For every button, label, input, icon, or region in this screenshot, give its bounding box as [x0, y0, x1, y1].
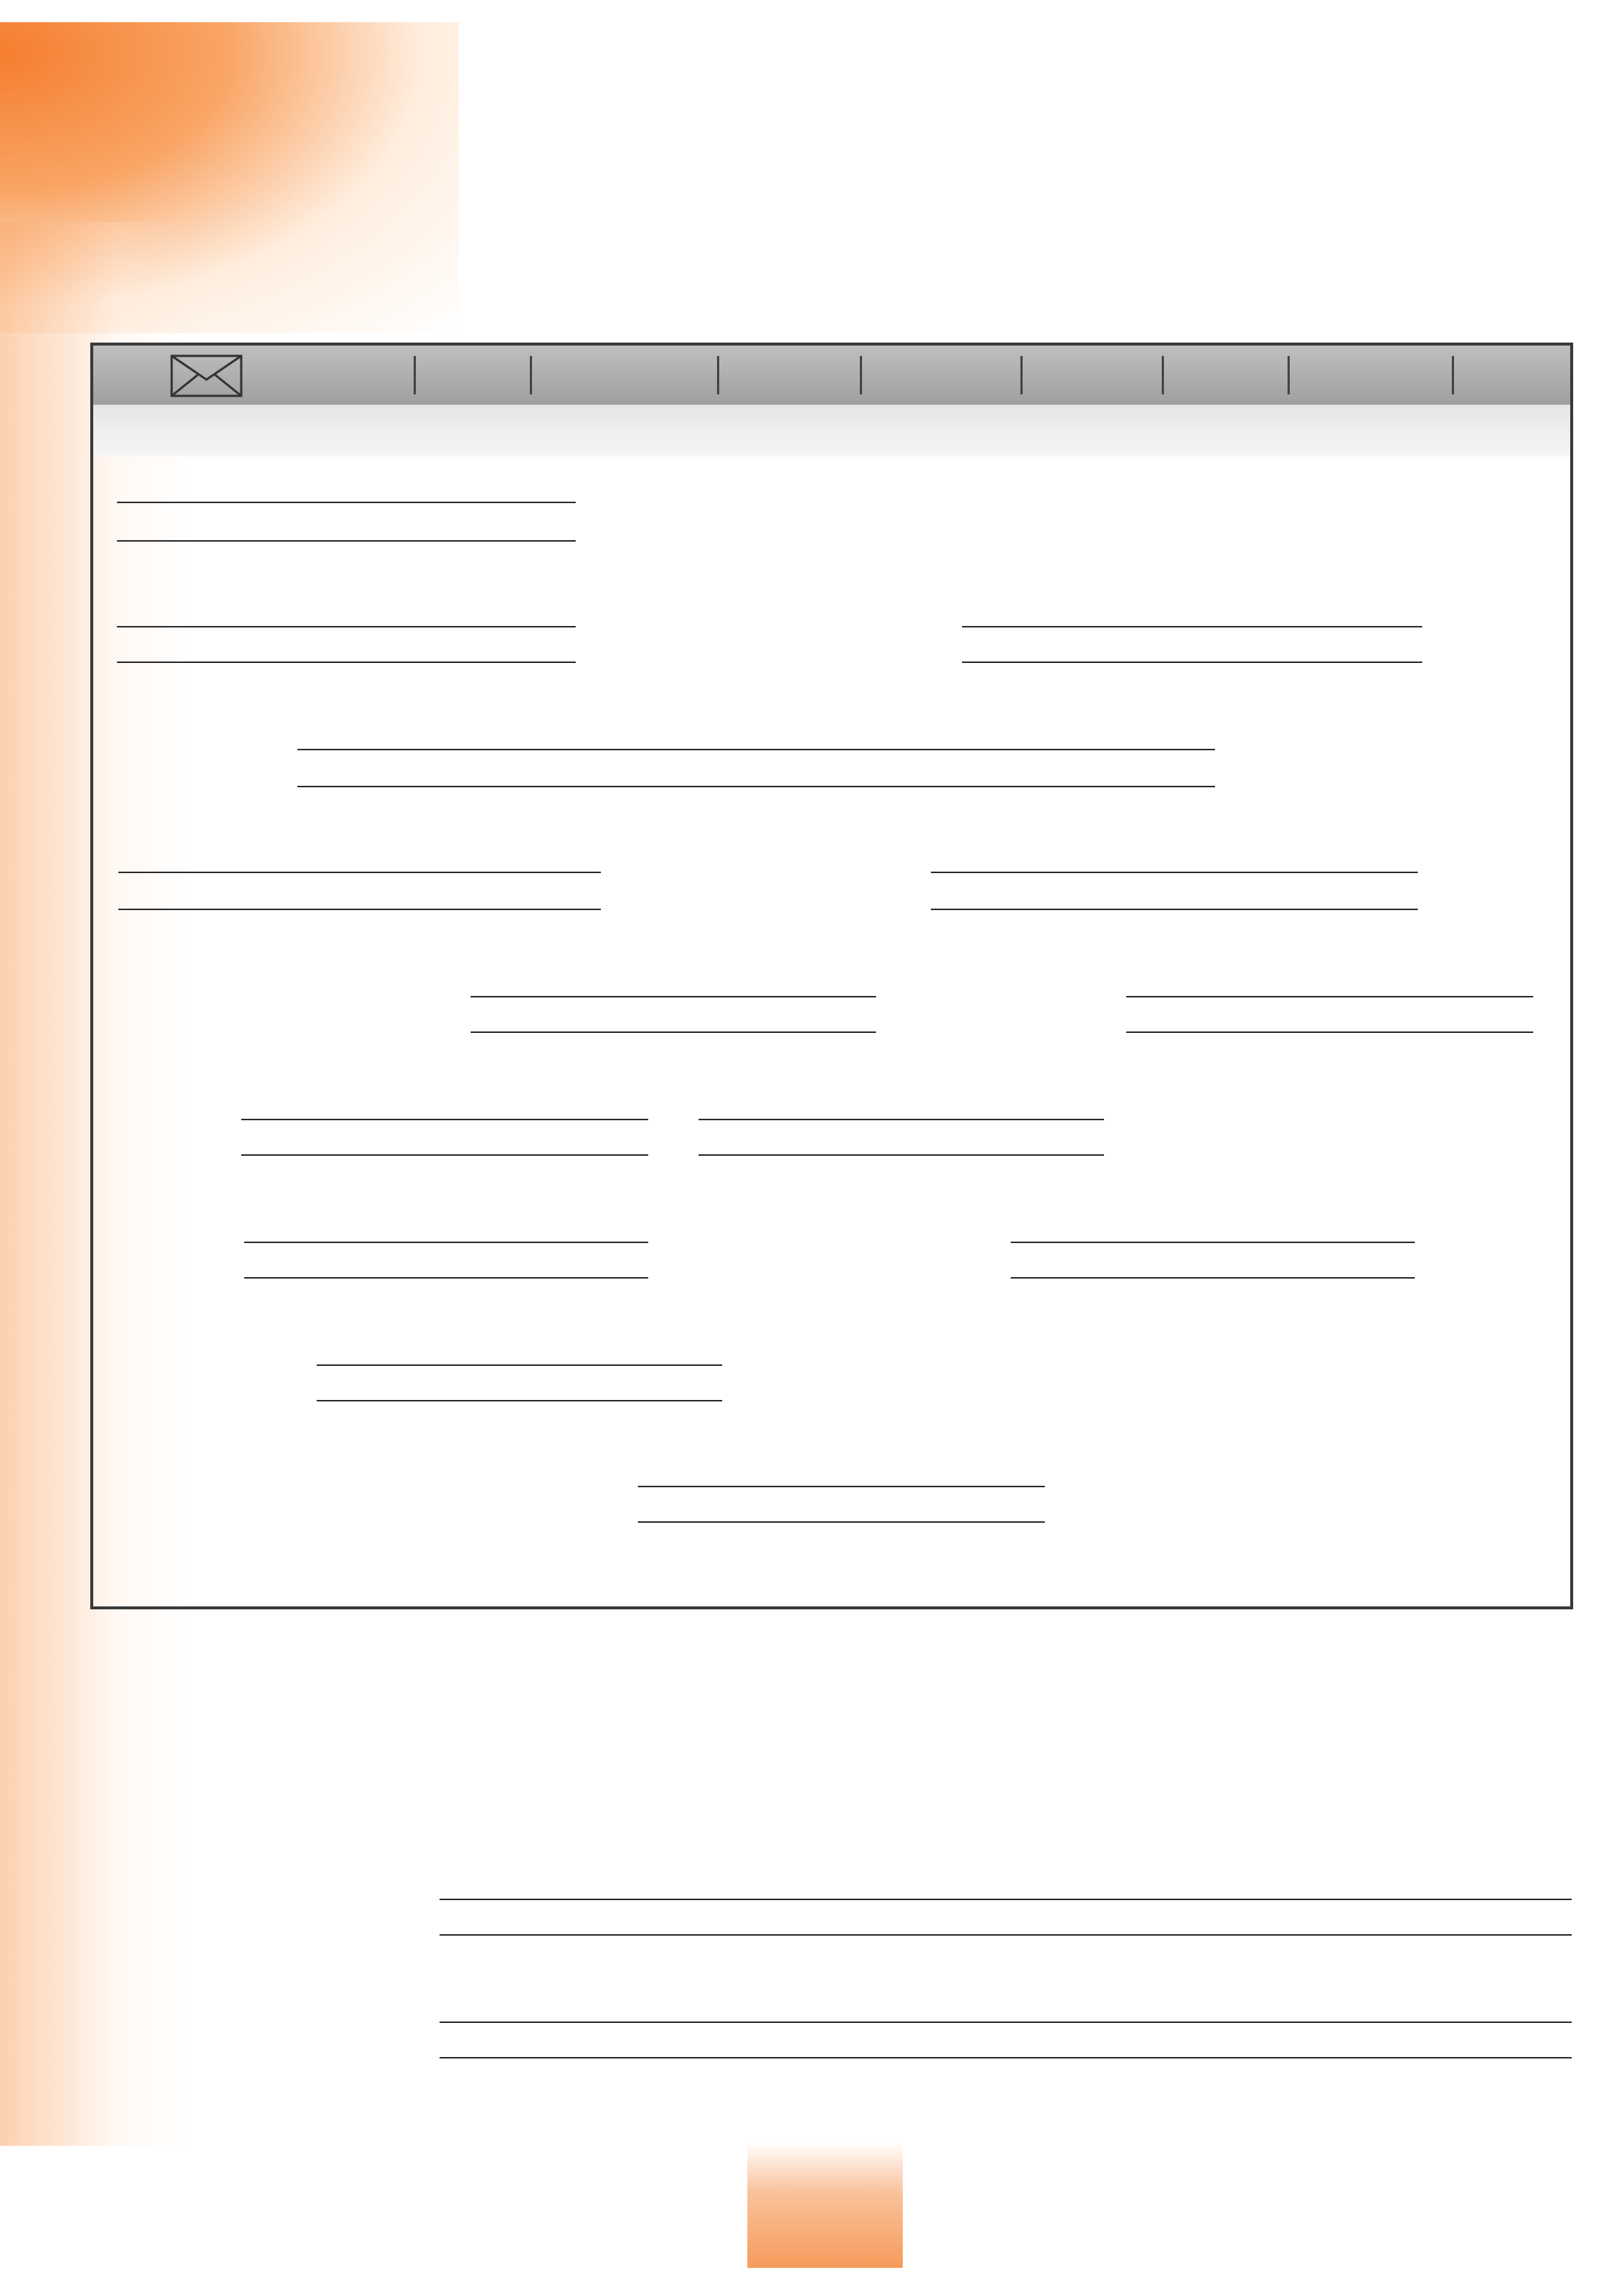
blank-line[interactable]: [118, 872, 601, 873]
blank-line[interactable]: [1011, 1277, 1415, 1279]
blank-line[interactable]: [931, 872, 1418, 873]
blank-line[interactable]: [1126, 996, 1533, 997]
blank-line[interactable]: [241, 1119, 648, 1120]
blank-line[interactable]: [117, 502, 576, 503]
answer-line[interactable]: [440, 2057, 1572, 2058]
blank-line[interactable]: [241, 1154, 648, 1156]
blank-line[interactable]: [297, 749, 1215, 750]
answer-line[interactable]: [440, 2021, 1572, 2023]
answer-line[interactable]: [440, 1899, 1572, 1900]
blank-line[interactable]: [118, 909, 601, 910]
blank-line[interactable]: [962, 626, 1422, 627]
blank-line[interactable]: [1011, 1242, 1415, 1243]
answer-line[interactable]: [440, 1934, 1572, 1936]
page-number-tab: [747, 2142, 903, 2268]
blank-line[interactable]: [117, 626, 576, 627]
email-window: [90, 343, 1573, 1609]
blank-line[interactable]: [638, 1521, 1045, 1523]
blank-line[interactable]: [117, 540, 576, 542]
blank-line[interactable]: [471, 1031, 876, 1033]
blank-line[interactable]: [699, 1154, 1104, 1156]
blank-line[interactable]: [117, 661, 576, 663]
blank-line[interactable]: [471, 996, 876, 997]
address-band: [93, 405, 1570, 457]
blank-line[interactable]: [638, 1486, 1045, 1487]
blank-line[interactable]: [1126, 1031, 1533, 1033]
blank-line[interactable]: [962, 661, 1422, 663]
email-toolbar: [93, 346, 1570, 407]
envelope-icon[interactable]: [170, 354, 243, 401]
blank-line[interactable]: [931, 909, 1418, 910]
blank-line[interactable]: [699, 1119, 1104, 1120]
blank-line[interactable]: [317, 1364, 722, 1366]
blank-line[interactable]: [244, 1242, 648, 1243]
blank-line[interactable]: [317, 1400, 722, 1401]
blank-line[interactable]: [297, 786, 1215, 787]
blank-line[interactable]: [244, 1277, 648, 1279]
